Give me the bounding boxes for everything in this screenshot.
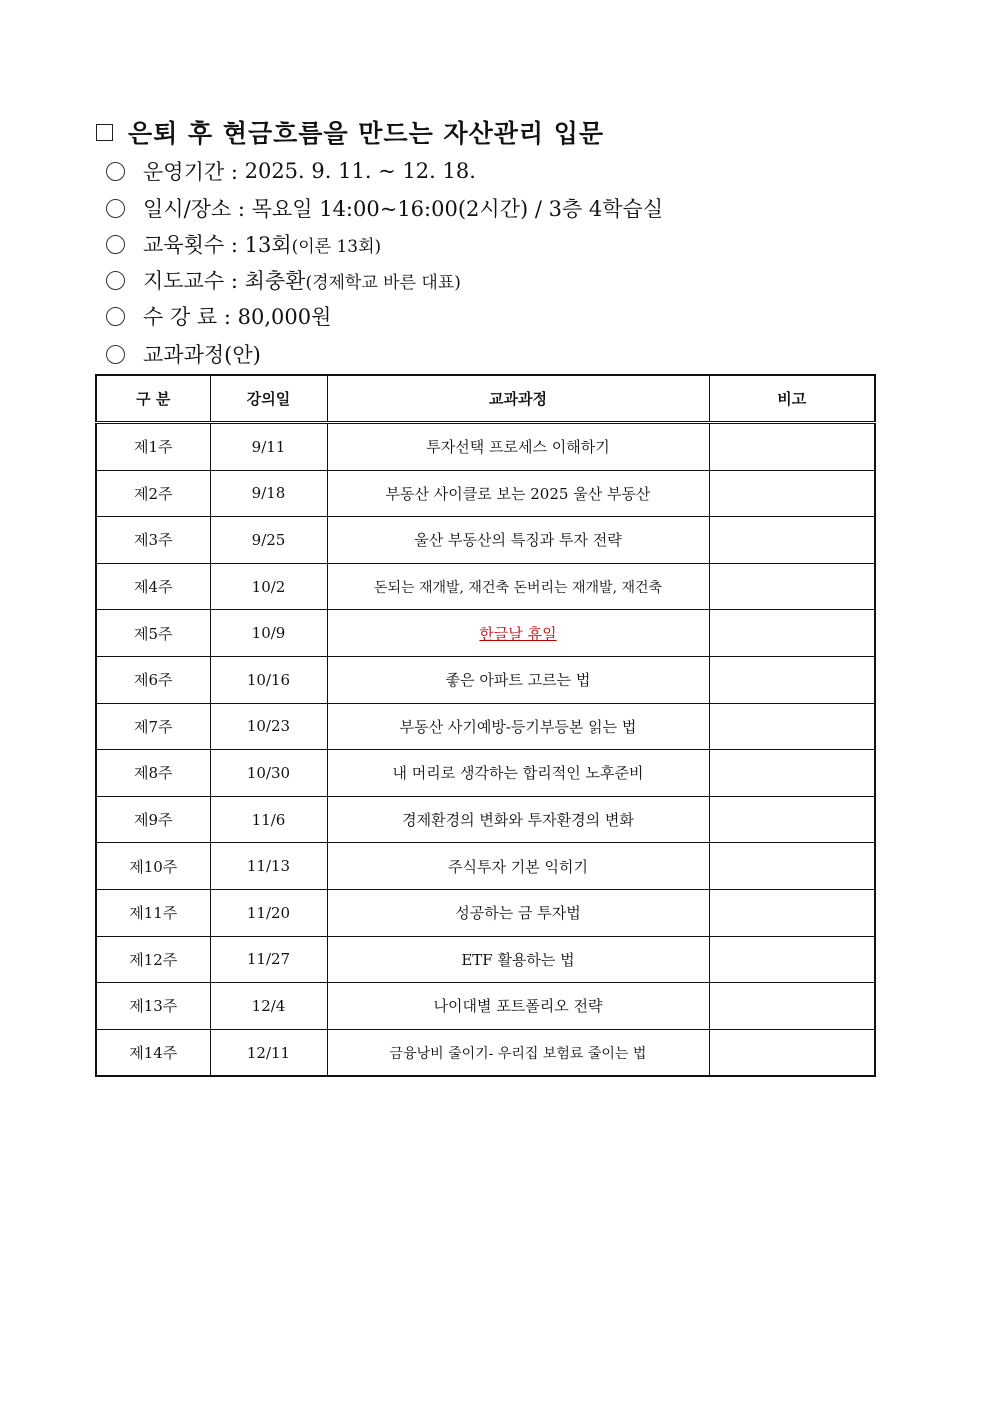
- topic-cell: 울산 부동산의 특징과 투자 전략: [327, 517, 709, 564]
- date-cell: 9/25: [210, 517, 327, 564]
- topic-cell: 부동산 사이클로 보는 2025 울산 부동산: [327, 470, 709, 517]
- date-cell: 11/27: [210, 936, 327, 983]
- time-place-value: 목요일 14:00~16:00(2시간) / 3층 4학습실: [251, 197, 664, 221]
- count-label: 교육횟수 :: [143, 233, 238, 257]
- header-week: 구 분: [96, 375, 210, 423]
- info-instructor: [106, 263, 461, 297]
- week-cell: 제13주: [96, 983, 210, 1030]
- note-cell: [709, 983, 875, 1030]
- topic-cell: 경제환경의 변화와 투자환경의 변화: [327, 796, 709, 843]
- table-header-row: [96, 375, 875, 423]
- circle-bullet-icon: [106, 271, 125, 290]
- date-cell: 9/11: [210, 423, 327, 471]
- note-cell: [709, 610, 875, 657]
- date-cell: 11/6: [210, 796, 327, 843]
- title-text: 은퇴 후 현금흐름을 만드는 자산관리 입문: [128, 119, 605, 148]
- topic-cell: ETF 활용하는 법: [327, 936, 709, 983]
- period-label: 운영기간 :: [143, 160, 238, 184]
- topic-cell: 주식투자 기본 익히기: [327, 843, 709, 890]
- topic-cell: 금융낭비 줄이기- 우리집 보험료 줄이는 법: [327, 1029, 709, 1076]
- header-note: 비고: [709, 375, 875, 423]
- table-row: [96, 1029, 875, 1076]
- note-cell: [709, 843, 875, 890]
- info-period: [106, 154, 476, 188]
- instructor-note: (경제학교 바른 대표): [305, 272, 461, 293]
- week-cell: 제1주: [96, 423, 210, 471]
- week-cell: 제3주: [96, 517, 210, 564]
- table-row: [96, 423, 875, 471]
- note-cell: [709, 563, 875, 610]
- date-cell: 10/2: [210, 563, 327, 610]
- circle-bullet-icon: [106, 307, 125, 326]
- period-value: 2025. 9. 11. ~ 12. 18.: [244, 159, 476, 183]
- note-cell: [709, 889, 875, 936]
- note-cell: [709, 796, 875, 843]
- week-cell: 제11주: [96, 889, 210, 936]
- info-curriculum: [106, 337, 261, 371]
- date-cell: 10/23: [210, 703, 327, 750]
- note-cell: [709, 750, 875, 797]
- info-fee: [106, 299, 331, 333]
- square-bullet-icon: [96, 124, 113, 141]
- circle-bullet-icon: [106, 235, 125, 254]
- note-cell: [709, 936, 875, 983]
- header-date: 강의일: [210, 375, 327, 423]
- date-cell: 12/4: [210, 983, 327, 1030]
- table-row: [96, 470, 875, 517]
- topic-cell: 투자선택 프로세스 이해하기: [327, 423, 709, 471]
- date-cell: 10/9: [210, 610, 327, 657]
- date-cell: 12/11: [210, 1029, 327, 1076]
- table-row: [96, 563, 875, 610]
- topic-cell-holiday: [327, 610, 709, 657]
- fee-value: 80,000원: [237, 305, 332, 329]
- topic-cell: 내 머리로 생각하는 합리적인 노후준비: [327, 750, 709, 797]
- info-count: [106, 227, 381, 261]
- count-value: 13회: [244, 233, 292, 257]
- date-cell: 11/20: [210, 889, 327, 936]
- instructor-label: 지도교수 :: [143, 269, 238, 293]
- curriculum-label: 교과과정(안): [143, 343, 261, 367]
- week-cell: 제7주: [96, 703, 210, 750]
- date-cell: 11/13: [210, 843, 327, 890]
- topic-cell: 성공하는 금 투자법: [327, 889, 709, 936]
- table-row: [96, 843, 875, 890]
- week-cell: 제5주: [96, 610, 210, 657]
- week-cell: 제10주: [96, 843, 210, 890]
- circle-bullet-icon: [106, 162, 125, 181]
- table-row: [96, 983, 875, 1030]
- topic-cell: 돈되는 재개발, 재건축 돈버리는 재개발, 재건축: [327, 563, 709, 610]
- holiday-text: 한글날 휴일: [479, 624, 557, 643]
- fee-label: 수 강 료 :: [143, 305, 231, 329]
- table-row: [96, 703, 875, 750]
- info-time-place: [106, 191, 663, 225]
- document-title: [96, 112, 604, 152]
- table-row: [96, 889, 875, 936]
- topic-cell: 나이대별 포트폴리오 전략: [327, 983, 709, 1030]
- curriculum-table: [95, 374, 876, 1077]
- week-cell: 제6주: [96, 656, 210, 703]
- circle-bullet-icon: [106, 345, 125, 364]
- note-cell: [709, 656, 875, 703]
- note-cell: [709, 703, 875, 750]
- week-cell: 제4주: [96, 563, 210, 610]
- week-cell: 제2주: [96, 470, 210, 517]
- count-note: (이론 13회): [291, 236, 382, 257]
- date-cell: 10/16: [210, 656, 327, 703]
- week-cell: 제12주: [96, 936, 210, 983]
- circle-bullet-icon: [106, 199, 125, 218]
- note-cell: [709, 470, 875, 517]
- table-row: [96, 796, 875, 843]
- date-cell: 10/30: [210, 750, 327, 797]
- instructor-name: 최충환: [244, 269, 306, 293]
- week-cell: 제9주: [96, 796, 210, 843]
- time-place-label: 일시/장소 :: [143, 197, 245, 221]
- topic-cell: 좋은 아파트 고르는 법: [327, 656, 709, 703]
- topic-cell: 부동산 사기예방-등기부등본 읽는 법: [327, 703, 709, 750]
- note-cell: [709, 423, 875, 471]
- note-cell: [709, 517, 875, 564]
- week-cell: 제8주: [96, 750, 210, 797]
- note-cell: [709, 1029, 875, 1076]
- table-row: [96, 936, 875, 983]
- table-row: [96, 610, 875, 657]
- table-row: [96, 517, 875, 564]
- header-topic: 교과과정: [327, 375, 709, 423]
- date-cell: 9/18: [210, 470, 327, 517]
- table-row: [96, 656, 875, 703]
- table-row: [96, 750, 875, 797]
- week-cell: 제14주: [96, 1029, 210, 1076]
